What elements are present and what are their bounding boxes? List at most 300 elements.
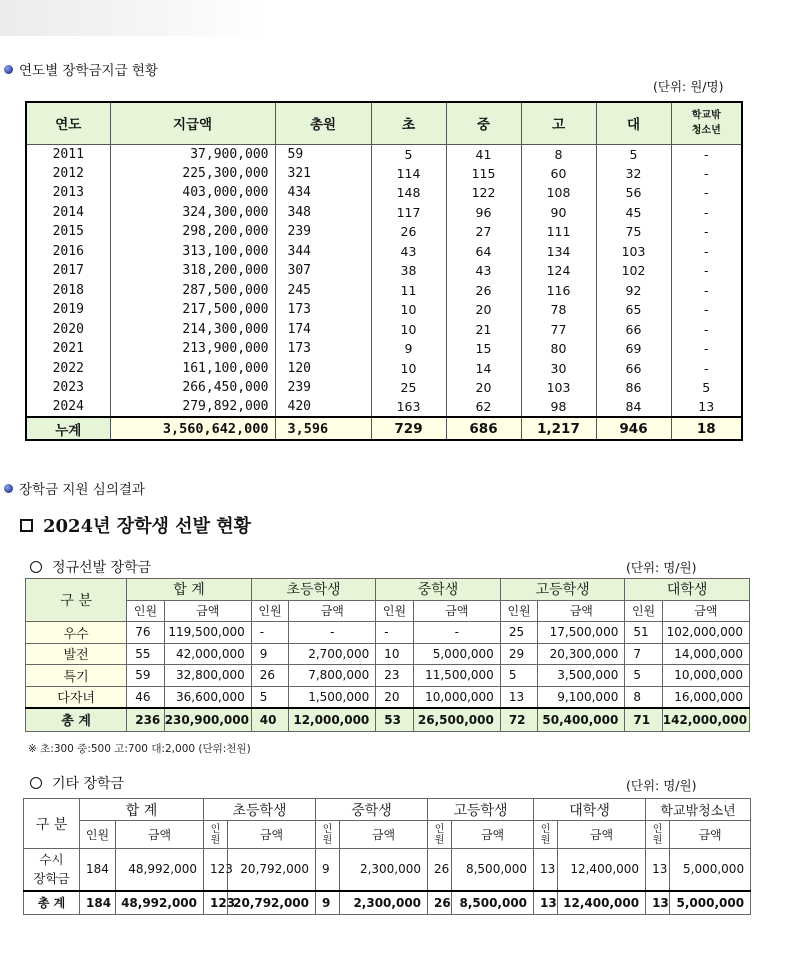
cell-year: 2014 xyxy=(26,203,110,223)
sub-header-amount: 금액 xyxy=(289,600,376,622)
cell-amount: 266,450,000 xyxy=(110,378,275,398)
cell-elementary: 5 xyxy=(371,144,446,164)
cell-people: 20 xyxy=(376,686,413,708)
cell-people: 72 xyxy=(500,708,537,732)
cell-total-people: 321 xyxy=(275,164,371,184)
section-yearly-heading xyxy=(4,59,158,79)
other-sub-header-row xyxy=(24,821,751,849)
yearly-row xyxy=(26,300,742,320)
cell-elementary: 10 xyxy=(371,320,446,340)
sub-header-people-char1: 인 xyxy=(322,823,333,835)
cell-university: 92 xyxy=(596,281,671,301)
cell-total-people: 120 xyxy=(275,359,371,379)
cell-high: 90 xyxy=(521,203,596,223)
cell-middle: 21 xyxy=(446,320,521,340)
yearly-row xyxy=(26,339,742,359)
cell-amount: 9,100,000 xyxy=(538,686,625,708)
cell-amount: 20,792,000 xyxy=(228,849,316,891)
cell-amount: 3,500,000 xyxy=(538,665,625,687)
cell-amount: 2,700,000 xyxy=(289,643,376,665)
cell-university: 86 xyxy=(596,378,671,398)
cell-year: 2019 xyxy=(26,300,110,320)
cell-amount: - xyxy=(289,622,376,644)
cell-elementary: 163 xyxy=(371,398,446,418)
other-group-high: 고등학생 xyxy=(428,799,534,821)
other-row-label-line1: 수시 xyxy=(39,852,64,868)
cell-high: 134 xyxy=(521,242,596,262)
cell-out-of-school: - xyxy=(671,242,742,262)
cell-university: 32 xyxy=(596,164,671,184)
cell-middle: 64 xyxy=(446,242,521,262)
cell-amount: 225,300,000 xyxy=(110,164,275,184)
cell-people: 23 xyxy=(376,665,413,687)
cell-year: 2020 xyxy=(26,320,110,340)
cell-people: 184 xyxy=(80,849,116,891)
regular-data-row xyxy=(26,622,750,644)
cell-people: 123 xyxy=(204,849,228,891)
header-out-of-school-youth xyxy=(671,102,742,144)
cell-high: 8 xyxy=(521,144,596,164)
cell-out-of-school: 5 xyxy=(671,378,742,398)
cell-university: 69 xyxy=(596,339,671,359)
header-out-of-school-line2: 청소년 xyxy=(691,125,721,137)
total-amount: 3,560,642,000 xyxy=(110,417,275,440)
sub-header-people-narrow xyxy=(428,821,452,849)
regular-data-row xyxy=(26,686,750,708)
cell-amount: 32,800,000 xyxy=(164,665,251,687)
cell-amount: 403,000,000 xyxy=(110,183,275,203)
cell-high: 108 xyxy=(521,183,596,203)
cell-university: 84 xyxy=(596,398,671,418)
cell-out-of-school: - xyxy=(671,300,742,320)
sub-header-amount: 금액 xyxy=(413,600,500,622)
cell-amount: 11,500,000 xyxy=(413,665,500,687)
cell-year: 2012 xyxy=(26,164,110,184)
selection-status-title xyxy=(20,512,251,538)
cell-people: 29 xyxy=(500,643,537,665)
sub-header-amount: 금액 xyxy=(452,821,534,849)
regular-row-header: 구 분 xyxy=(26,579,127,622)
cell-high: 98 xyxy=(521,398,596,418)
cell-high: 78 xyxy=(521,300,596,320)
cell-amount: 17,500,000 xyxy=(538,622,625,644)
cell-people: 9 xyxy=(251,643,288,665)
cell-elementary: 26 xyxy=(371,222,446,242)
cell-middle: 20 xyxy=(446,300,521,320)
sub-header-amount: 금액 xyxy=(116,821,204,849)
cell-people: 184 xyxy=(80,891,116,915)
top-decoration xyxy=(0,0,260,36)
cell-out-of-school: - xyxy=(671,281,742,301)
cell-middle: 96 xyxy=(446,203,521,223)
cell-people: 13 xyxy=(534,849,558,891)
cell-people: 9 xyxy=(316,849,340,891)
cell-high: 80 xyxy=(521,339,596,359)
cell-middle: 26 xyxy=(446,281,521,301)
cell-year: 2013 xyxy=(26,183,110,203)
other-group-university: 대학생 xyxy=(534,799,646,821)
bullet-icon xyxy=(4,484,13,493)
cell-amount: 12,400,000 xyxy=(558,849,646,891)
cell-total-people: 173 xyxy=(275,339,371,359)
cell-amount: 5,000,000 xyxy=(670,891,751,915)
regular-unit-label: (단위: 명/원) xyxy=(626,560,697,575)
yearly-row xyxy=(26,183,742,203)
cell-people: 10 xyxy=(376,643,413,665)
cell-amount: 12,400,000 xyxy=(558,891,646,915)
cell-amount: 324,300,000 xyxy=(110,203,275,223)
other-row-label xyxy=(24,849,80,891)
other-row-label-line2: 장학금 xyxy=(33,871,70,887)
cell-elementary: 10 xyxy=(371,300,446,320)
cell-high: 60 xyxy=(521,164,596,184)
sub-header-amount: 금액 xyxy=(228,821,316,849)
cell-people: 13 xyxy=(534,891,558,915)
sub-header-amount: 금액 xyxy=(670,821,751,849)
cell-high: 103 xyxy=(521,378,596,398)
sub-header-people-char2: 원 xyxy=(652,834,663,846)
cell-middle: 122 xyxy=(446,183,521,203)
cell-amount: 5,000,000 xyxy=(413,643,500,665)
total-elementary: 729 xyxy=(371,417,446,440)
cell-amount: 102,000,000 xyxy=(662,622,749,644)
cell-amount: 213,900,000 xyxy=(110,339,275,359)
cell-elementary: 10 xyxy=(371,359,446,379)
cell-amount: 10,000,000 xyxy=(413,686,500,708)
cell-people: 13 xyxy=(646,891,670,915)
cell-high: 116 xyxy=(521,281,596,301)
sub-header-people: 인원 xyxy=(251,600,288,622)
regular-title: 정규선발 장학금 xyxy=(52,560,152,576)
cell-people: 9 xyxy=(316,891,340,915)
cell-amount: 230,900,000 xyxy=(164,708,251,732)
header-total-people: 총원 xyxy=(275,102,371,144)
regular-data-row xyxy=(26,643,750,665)
cell-high: 77 xyxy=(521,320,596,340)
cell-total-people: 173 xyxy=(275,300,371,320)
cell-university: 75 xyxy=(596,222,671,242)
cell-elementary: 11 xyxy=(371,281,446,301)
row-label: 다자녀 xyxy=(26,686,127,708)
cell-amount: 42,000,000 xyxy=(164,643,251,665)
cell-high: 30 xyxy=(521,359,596,379)
cell-total-people: 420 xyxy=(275,398,371,418)
cell-amount: 214,300,000 xyxy=(110,320,275,340)
group-elementary: 초등학생 xyxy=(251,579,376,601)
yearly-row xyxy=(26,281,742,301)
cell-people: 5 xyxy=(500,665,537,687)
cell-out-of-school: - xyxy=(671,183,742,203)
group-total: 합 계 xyxy=(127,579,252,601)
cell-university: 102 xyxy=(596,261,671,281)
cell-amount: 20,792,000 xyxy=(228,891,316,915)
cell-amount: 48,992,000 xyxy=(116,849,204,891)
cell-university: 56 xyxy=(596,183,671,203)
cell-amount: 298,200,000 xyxy=(110,222,275,242)
cell-amount: 10,000,000 xyxy=(662,665,749,687)
cell-elementary: 117 xyxy=(371,203,446,223)
other-title: 기타 장학금 xyxy=(52,776,125,792)
selection-status-text: 2024년 장학생 선발 현황 xyxy=(43,516,252,537)
cell-out-of-school: - xyxy=(671,359,742,379)
cell-middle: 20 xyxy=(446,378,521,398)
row-label: 총 계 xyxy=(26,708,127,732)
cell-people: 76 xyxy=(127,622,164,644)
cell-people: 8 xyxy=(625,686,662,708)
sub-header-amount: 금액 xyxy=(558,821,646,849)
other-group-middle: 중학생 xyxy=(316,799,428,821)
cell-people: - xyxy=(376,622,413,644)
yearly-row xyxy=(26,222,742,242)
row-label: 총 계 xyxy=(24,891,80,915)
cell-out-of-school: - xyxy=(671,203,742,223)
cell-elementary: 38 xyxy=(371,261,446,281)
total-high: 1,217 xyxy=(521,417,596,440)
cell-middle: 43 xyxy=(446,261,521,281)
cell-people: 26 xyxy=(428,891,452,915)
cell-year: 2024 xyxy=(26,398,110,418)
yearly-row xyxy=(26,320,742,340)
cell-total-people: 434 xyxy=(275,183,371,203)
sub-header-people-char1: 인 xyxy=(210,823,221,835)
group-middle: 중학생 xyxy=(376,579,501,601)
cell-year: 2023 xyxy=(26,378,110,398)
sub-header-amount: 금액 xyxy=(340,821,428,849)
group-high: 고등학생 xyxy=(500,579,625,601)
cell-people: 51 xyxy=(625,622,662,644)
cell-amount: 37,900,000 xyxy=(110,144,275,164)
cell-middle: 115 xyxy=(446,164,521,184)
circle-bullet-icon xyxy=(30,777,42,789)
total-university: 946 xyxy=(596,417,671,440)
sub-header-people-narrow xyxy=(646,821,670,849)
cell-amount: 8,500,000 xyxy=(452,891,534,915)
cell-middle: 15 xyxy=(446,339,521,359)
cell-year: 2022 xyxy=(26,359,110,379)
cell-total-people: 348 xyxy=(275,203,371,223)
cell-people: - xyxy=(251,622,288,644)
cell-year: 2015 xyxy=(26,222,110,242)
sub-header-people: 인원 xyxy=(376,600,413,622)
cell-amount: 1,500,000 xyxy=(289,686,376,708)
yearly-row xyxy=(26,144,742,164)
cell-year: 2018 xyxy=(26,281,110,301)
other-row-header: 구 분 xyxy=(24,799,80,849)
sub-header-amount: 금액 xyxy=(662,600,749,622)
total-label: 누계 xyxy=(26,417,110,440)
sub-header-people: 인원 xyxy=(500,600,537,622)
cell-people: 26 xyxy=(251,665,288,687)
header-year: 연도 xyxy=(26,102,110,144)
cell-total-people: 239 xyxy=(275,378,371,398)
cell-people: 25 xyxy=(500,622,537,644)
sub-header-people-narrow xyxy=(204,821,228,849)
cell-university: 5 xyxy=(596,144,671,164)
section-review-heading xyxy=(4,478,145,498)
header-out-of-school-line1: 학교밖 xyxy=(691,110,721,122)
sub-header-people-char1: 인 xyxy=(540,823,551,835)
cell-people: 40 xyxy=(251,708,288,732)
header-high: 고 xyxy=(521,102,596,144)
cell-amount: 26,500,000 xyxy=(413,708,500,732)
cell-amount: 48,992,000 xyxy=(116,891,204,915)
cell-elementary: 148 xyxy=(371,183,446,203)
cell-people: 53 xyxy=(376,708,413,732)
cell-university: 65 xyxy=(596,300,671,320)
cell-amount: 217,500,000 xyxy=(110,300,275,320)
sub-header-people-char1: 인 xyxy=(434,823,445,835)
other-group-total: 합 계 xyxy=(80,799,204,821)
cell-university: 66 xyxy=(596,359,671,379)
cell-university: 103 xyxy=(596,242,671,262)
cell-university: 45 xyxy=(596,203,671,223)
cell-total-people: 307 xyxy=(275,261,371,281)
cell-elementary: 9 xyxy=(371,339,446,359)
yearly-row xyxy=(26,359,742,379)
regular-group-header-row xyxy=(26,579,750,601)
cell-amount: 318,200,000 xyxy=(110,261,275,281)
cell-amount: 119,500,000 xyxy=(164,622,251,644)
bullet-icon xyxy=(4,65,13,74)
cell-people: 59 xyxy=(127,665,164,687)
regular-sub-header-row xyxy=(26,600,750,622)
yearly-row xyxy=(26,164,742,184)
header-university: 대 xyxy=(596,102,671,144)
other-data-row xyxy=(24,849,751,891)
cell-people: 13 xyxy=(500,686,537,708)
cell-people: 123 xyxy=(204,891,228,915)
other-unit-label: (단위: 명/원) xyxy=(626,778,697,793)
cell-amount: 16,000,000 xyxy=(662,686,749,708)
sub-header-people-char2: 원 xyxy=(434,834,445,846)
yearly-scholarship-table xyxy=(25,101,743,441)
sub-header-people-char2: 원 xyxy=(322,834,333,846)
cell-middle: 41 xyxy=(446,144,521,164)
cell-out-of-school: - xyxy=(671,222,742,242)
cell-amount: 8,500,000 xyxy=(452,849,534,891)
yearly-row xyxy=(26,378,742,398)
cell-out-of-school: - xyxy=(671,320,742,340)
sub-header-amount: 금액 xyxy=(538,600,625,622)
cell-out-of-school: - xyxy=(671,339,742,359)
cell-total-people: 344 xyxy=(275,242,371,262)
circle-bullet-icon xyxy=(30,561,42,573)
yearly-unit-label: (단위: 원/명) xyxy=(653,79,724,94)
cell-middle: 14 xyxy=(446,359,521,379)
cell-amount: - xyxy=(413,622,500,644)
sub-header-people-char2: 원 xyxy=(540,834,551,846)
checkbox-square-icon xyxy=(20,519,33,532)
cell-total-people: 239 xyxy=(275,222,371,242)
other-scholarship-table xyxy=(23,798,751,915)
sub-header-people-char2: 원 xyxy=(210,834,221,846)
cell-middle: 27 xyxy=(446,222,521,242)
header-amount: 지급액 xyxy=(110,102,275,144)
cell-amount: 2,300,000 xyxy=(340,891,428,915)
sub-header-people: 인원 xyxy=(127,600,164,622)
total-people: 3,596 xyxy=(275,417,371,440)
total-out-of-school: 18 xyxy=(671,417,742,440)
sub-header-people: 인원 xyxy=(625,600,662,622)
cell-amount: 287,500,000 xyxy=(110,281,275,301)
cell-people: 13 xyxy=(646,849,670,891)
cell-people: 46 xyxy=(127,686,164,708)
other-group-header-row xyxy=(24,799,751,821)
cell-elementary: 25 xyxy=(371,378,446,398)
cell-amount: 14,000,000 xyxy=(662,643,749,665)
cell-out-of-school: - xyxy=(671,164,742,184)
yearly-row xyxy=(26,203,742,223)
cell-amount: 313,100,000 xyxy=(110,242,275,262)
section-yearly-title: 연도별 장학금지급 현황 xyxy=(19,63,158,79)
cell-people: 7 xyxy=(625,643,662,665)
cell-out-of-school: 13 xyxy=(671,398,742,418)
cell-amount: 7,800,000 xyxy=(289,665,376,687)
cell-total-people: 245 xyxy=(275,281,371,301)
other-group-out-of-school: 학교밖청소년 xyxy=(646,799,751,821)
cell-middle: 62 xyxy=(446,398,521,418)
cell-elementary: 43 xyxy=(371,242,446,262)
yearly-row xyxy=(26,242,742,262)
cell-people: 26 xyxy=(428,849,452,891)
cell-amount: 142,000,000 xyxy=(662,708,749,732)
regular-heading xyxy=(30,557,151,577)
cell-high: 111 xyxy=(521,222,596,242)
section-review-title: 장학금 지원 심의결과 xyxy=(19,482,145,498)
cell-university: 66 xyxy=(596,320,671,340)
yearly-row xyxy=(26,398,742,418)
cell-out-of-school: - xyxy=(671,261,742,281)
total-middle: 686 xyxy=(446,417,521,440)
regular-data-row xyxy=(26,665,750,687)
cell-amount: 279,892,000 xyxy=(110,398,275,418)
header-elementary: 초 xyxy=(371,102,446,144)
cell-year: 2011 xyxy=(26,144,110,164)
amount-note: ※ 초:300 중:500 고:700 대:2,000 (단위:천원) xyxy=(28,743,251,755)
sub-header-amount: 금액 xyxy=(164,600,251,622)
cell-amount: 2,300,000 xyxy=(340,849,428,891)
cell-total-people: 174 xyxy=(275,320,371,340)
regular-scholarship-table xyxy=(25,578,750,732)
cell-people: 71 xyxy=(625,708,662,732)
cell-people: 236 xyxy=(127,708,164,732)
header-middle: 중 xyxy=(446,102,521,144)
row-label: 우수 xyxy=(26,622,127,644)
regular-total-row xyxy=(26,708,750,732)
row-label: 특기 xyxy=(26,665,127,687)
cell-people: 5 xyxy=(625,665,662,687)
cell-people: 5 xyxy=(251,686,288,708)
cell-year: 2021 xyxy=(26,339,110,359)
cell-amount: 12,000,000 xyxy=(289,708,376,732)
cell-amount: 5,000,000 xyxy=(670,849,751,891)
yearly-header-row xyxy=(26,102,742,144)
sub-header-people-narrow xyxy=(534,821,558,849)
sub-header-people-narrow xyxy=(316,821,340,849)
cell-amount: 50,400,000 xyxy=(538,708,625,732)
cell-elementary: 114 xyxy=(371,164,446,184)
cell-people: 55 xyxy=(127,643,164,665)
cell-amount: 20,300,000 xyxy=(538,643,625,665)
cell-year: 2017 xyxy=(26,261,110,281)
cell-total-people: 59 xyxy=(275,144,371,164)
sub-header-people-char1: 인 xyxy=(652,823,663,835)
cell-high: 124 xyxy=(521,261,596,281)
group-university: 대학생 xyxy=(625,579,750,601)
yearly-row xyxy=(26,261,742,281)
yearly-total-row xyxy=(26,417,742,440)
other-heading xyxy=(30,773,124,793)
